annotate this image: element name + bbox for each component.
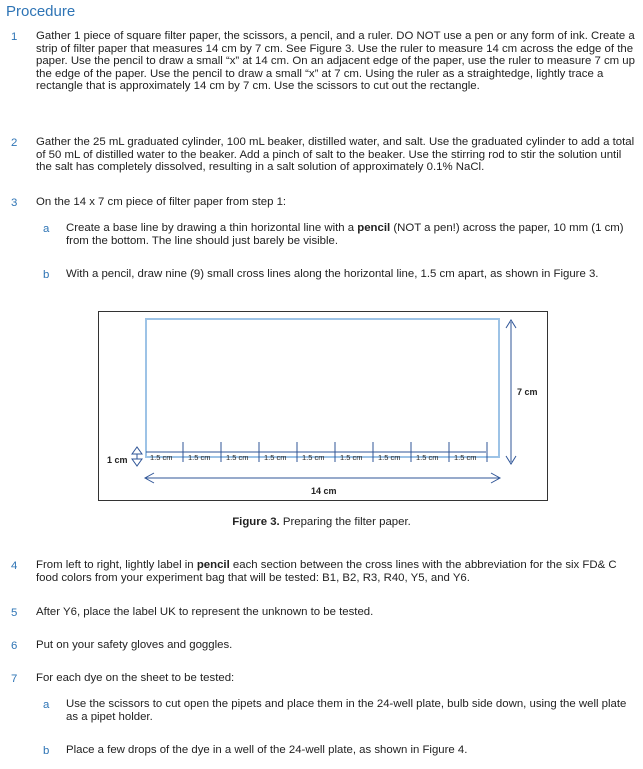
step-7a-text: Use the scissors to cut open the pipets and place them in the 24-well plate, bulb side down, using the well plate as a pipet holder. <box>66 698 627 723</box>
step-1-number: 1 <box>11 31 18 43</box>
step-1-text: Gather 1 piece of square filter paper, the scissors, a pencil, and a ruler. DO NOT use a pen or any form of ink. Create a strip of filter paper that measures 14 cm by 7 cm. See Figure 3. Use the ruler to measure 14 cm across the edge of the paper. Use the pencil to draw a small “x” at 14 cm. On an adjacent edge of the paper, use the ruler to measure 7 cm up the edge of the paper. Use the pencil to draw a small “x” at 7 cm. Using the ruler as a straightedge, lightly trace a rectangle that is approximately 14 cm by 7 cm. Use the scissors to cut out the rectangle. <box>36 30 635 93</box>
segment-label-8: 1.5 cm <box>416 453 439 462</box>
segment-label-1: 1.5 cm <box>150 453 173 462</box>
step-3a-letter: a <box>43 223 50 235</box>
width-label: 14 cm <box>311 486 337 496</box>
step-4-text: From left to right, lightly label in pencil each section between the cross lines with the abbreviation for the six FD& C food colors from your experiment bag that will be tested: B1, B2, R3, R40, Y5, and Y6. <box>36 559 617 584</box>
step-7b-text: Place a few drops of the dye in a well of the 24-well plate, as shown in Figure 4. <box>66 744 468 756</box>
step-3b-text: With a pencil, draw nine (9) small cross lines along the horizontal line, 1.5 cm apart, as shown in Figure 3. <box>66 268 599 280</box>
segment-label-5: 1.5 cm <box>302 453 325 462</box>
step-3a-text: Create a base line by drawing a thin horizontal line with a pencil (NOT a pen!) across the paper, 10 mm (1 cm) from the bottom. The line should just barely be visible. <box>66 222 624 247</box>
step-7b-letter: b <box>43 745 50 757</box>
filter-paper-rectangle <box>146 319 499 457</box>
segment-label-3: 1.5 cm <box>226 453 249 462</box>
step-3b-letter: b <box>43 269 50 281</box>
step-7-text: For each dye on the sheet to be tested: <box>36 672 235 684</box>
baseline-arrowhead-bottom <box>132 459 142 466</box>
baseline-arrowhead-top <box>132 447 142 454</box>
segment-labels <box>150 453 477 462</box>
step-6-number: 6 <box>11 640 18 652</box>
height-label: 7 cm <box>517 387 538 397</box>
step-6-text: Put on your safety gloves and goggles. <box>36 639 233 651</box>
step-7-number: 7 <box>11 673 18 685</box>
segment-label-2: 1.5 cm <box>188 453 211 462</box>
step-2-number: 2 <box>11 137 18 149</box>
step-7a-letter: a <box>43 699 50 711</box>
step-3-text: On the 14 x 7 cm piece of filter paper from step 1: <box>36 196 287 208</box>
segment-label-4: 1.5 cm <box>264 453 287 462</box>
baseline-height-label: 1 cm <box>107 455 128 465</box>
step-5-text: After Y6, place the label UK to represent the unknown to be tested. <box>36 606 374 618</box>
step-4-number: 4 <box>11 560 18 572</box>
segment-label-6: 1.5 cm <box>340 453 363 462</box>
segment-label-9: 1.5 cm <box>454 453 477 462</box>
filter-paper-diagram <box>99 312 549 502</box>
figure-3-frame <box>98 311 548 501</box>
page-title: Procedure <box>6 3 76 20</box>
segment-label-7: 1.5 cm <box>378 453 401 462</box>
step-3-number: 3 <box>11 197 18 209</box>
figure-3-caption: Figure 3. Preparing the filter paper. <box>232 516 411 528</box>
step-5-number: 5 <box>11 607 18 619</box>
step-2-text: Gather the 25 mL graduated cylinder, 100 mL beaker, distilled water, and salt. Use the graduated cylinder to add a total of 50 mL of distilled water to the beaker. Add a pinch of salt to the beaker. Use the stirring rod to stir the solution until the salt has completely dissolved, resulting in a salt solution of approximately 0.1% NaCl. <box>36 136 635 174</box>
